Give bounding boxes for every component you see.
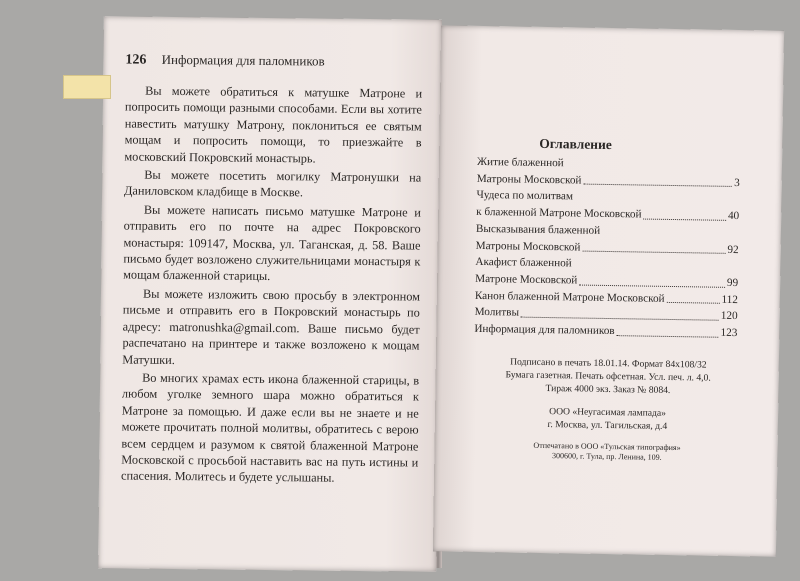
paragraph: Вы можете посетить могилку Матронушки на Даниловском кладбище в Москве. — [123, 167, 422, 200]
imprint — [464, 355, 751, 464]
paragraph: Вы можете написать письмо матушке Матроне и отправить его по почте на адрес Покровского монастыря: 109147, Москва, ул. Таганская, д. 58. Ваше письмо будет возложено служительницами монастыря к мощам блаженной старицы. — [123, 202, 421, 284]
publisher-name: ООО «Неугасимая лампада» — [549, 406, 667, 419]
toc-leader — [521, 317, 719, 321]
printer-name: Отпечатано в ООО «Тульская типография» — [533, 440, 681, 453]
toc-entry-text: к блаженной Матроне Московской — [476, 206, 642, 221]
toc-entry-page: 120 — [720, 310, 738, 323]
imprint-line: Бумага газетная. Печать офсетная. Усл. печ. л. 4,0. — [505, 369, 711, 384]
toc-leader — [617, 335, 719, 338]
toc-leader — [579, 284, 725, 287]
toc-entry-page: 3 — [734, 176, 740, 189]
printer-address: 300600, г. Тула, пр. Ленина, 109. — [552, 451, 662, 462]
toc-entry-text: Канон блаженной Матроне Московской — [474, 289, 665, 305]
toc-title: Оглавление — [539, 135, 612, 153]
toc-entry — [474, 321, 737, 342]
toc-leader — [582, 251, 725, 254]
toc-entry-text: Чудеса по молитвам — [476, 189, 574, 203]
page-body — [121, 82, 422, 489]
toc-entry-page: 99 — [726, 276, 739, 289]
page-header — [125, 51, 324, 70]
toc-entry-text: Житие блаженной — [476, 155, 564, 170]
imprint-line: Подписано в печать 18.01.14. Формат 84x108/32 — [510, 356, 707, 371]
toc-entry-page: 92 — [727, 243, 739, 256]
paragraph: Вы можете обратиться к матушке Матроне и попросить помощи разными способами. Если вы хотите навестить матушку Матрону, поклониться ее святым мощам и попросить помощи, то приезжайте в московский Покровский монастырь. — [124, 83, 423, 166]
toc-entry-page: 112 — [721, 293, 738, 306]
imprint-line: Тираж 4000 экз. Заказ № 8084. — [545, 383, 671, 396]
toc-entry-text: Матроны Московской — [475, 239, 581, 254]
right-page — [433, 25, 784, 556]
printer-info — [464, 440, 749, 464]
toc-entry-text: Информация для паломников — [474, 322, 615, 338]
table-of-contents — [474, 154, 740, 342]
toc-leader — [583, 184, 732, 187]
publisher-info — [465, 404, 750, 434]
publisher-address: г. Москва, ул. Тагильская, д.4 — [547, 419, 668, 432]
toc-entry-text: Молитвы — [474, 306, 520, 319]
toc-entry-text: Высказывания блаженной — [475, 222, 601, 237]
toc-leader — [667, 302, 720, 304]
toc-entry-page: 123 — [720, 326, 738, 340]
running-head: Информация для паломников — [161, 51, 325, 69]
left-page — [98, 16, 442, 572]
toc-entry-text: Акафист блаженной — [475, 256, 572, 270]
toc-entry-text: Матроне Московской — [475, 272, 578, 287]
toc-entry-page: 40 — [727, 209, 740, 223]
print-details — [465, 355, 751, 398]
bookmark-tab — [63, 75, 111, 99]
paragraph: Вы можете изложить свою просьбу в электронном письме и отправить его в Покровский монастырь по адресу: matronushka@gmail.com. Ваше письмо будет распечатано на принтере и также возложено к мощам Матушки. — [122, 286, 421, 367]
toc-entry-text: Матроны Московской — [476, 172, 582, 187]
page-number: 126 — [125, 52, 147, 68]
paragraph: Во многих храмах есть икона блаженной старицы, в любом уголке земного шара можно обратиться к Матроне за помощью. И даже если вы не знаете и не можете прочитать полной молитвы, обратитесь с верою всем сердцем и разумом к святой блаженной Матроне Московской с просьбой наставить вас на путь истины и спасения. Молитесь и будете услышаны. — [121, 370, 420, 486]
toc-leader — [643, 218, 726, 220]
